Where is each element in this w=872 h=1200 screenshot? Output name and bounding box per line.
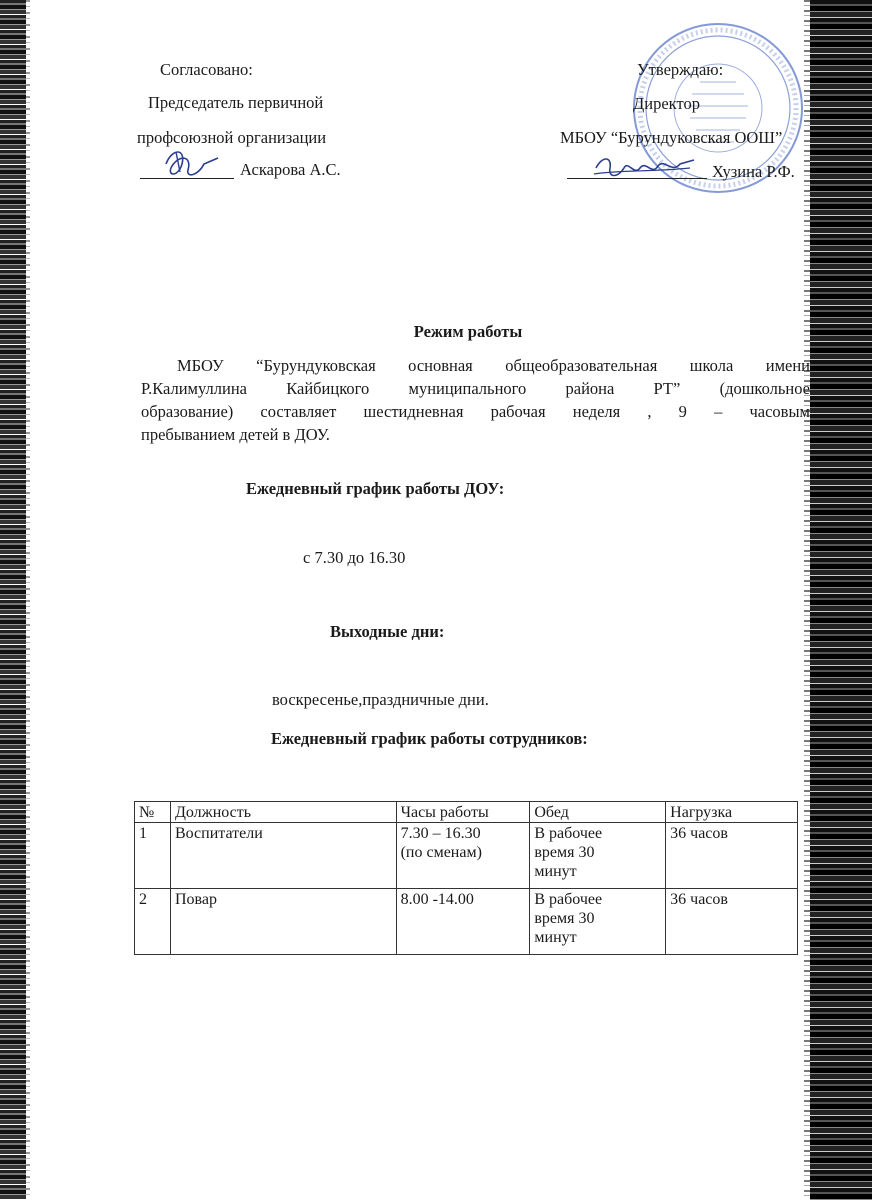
row-number: 2 (135, 889, 171, 955)
scan-edge-right (810, 0, 872, 1200)
left-signer-name: Аскарова А.С. (240, 160, 341, 179)
table-header-row (135, 802, 798, 823)
header-number: № (135, 802, 171, 823)
left-role-line1: Председатель первичной (148, 93, 324, 112)
days-off-list: воскресенье,праздничные дни. (272, 690, 489, 709)
row-position: Воспитатели (170, 823, 396, 889)
row-hours-line1: 8.00 -14.00 (400, 891, 474, 908)
scan-edge-left-fringe (26, 0, 30, 1200)
row-position: Повар (170, 889, 396, 955)
row-load: 36 часов (666, 889, 798, 955)
left-role-line2: профсоюзной организации (137, 128, 327, 147)
table-row (135, 889, 798, 955)
row-lunch-line2: время 30 (534, 844, 595, 861)
scan-edge-left (0, 0, 26, 1200)
right-organization: МБОУ “Бурундуковская ООШ” (560, 128, 783, 147)
row-number: 1 (135, 823, 171, 889)
right-role: Директор (633, 94, 700, 113)
table-row (135, 823, 798, 889)
working-hours: с 7.30 до 16.30 (303, 548, 406, 567)
row-hours (396, 889, 530, 955)
header-position: Должность (170, 802, 396, 823)
work-mode-paragraph (141, 354, 810, 446)
right-signature-mark (590, 148, 700, 188)
row-lunch-line2: время 30 (534, 910, 595, 927)
row-lunch-line3: минут (534, 929, 577, 946)
row-load: 36 часов (666, 823, 798, 889)
paragraph-line-2: Р.Калимуллина Кайбицкого муниципального района РТ” (дошкольное (141, 379, 810, 398)
row-hours (396, 823, 530, 889)
row-lunch-line1: В рабочее (534, 825, 603, 842)
header-load: Нагрузка (666, 802, 798, 823)
left-signature-mark (158, 142, 228, 186)
agreed-label: Согласовано: (160, 60, 253, 79)
header-hours: Часы работы (396, 802, 530, 823)
paragraph-line-3: образование) составляет шестидневная рабочая неделя , 9 – часовым (141, 402, 810, 421)
row-lunch (530, 823, 666, 889)
daily-schedule-title: Ежедневный график работы ДОУ: (246, 479, 505, 498)
row-hours-line2: (по сменам) (400, 844, 482, 861)
right-signer-name: Хузина Р.Ф. (712, 162, 795, 181)
document-title: Режим работы (413, 322, 523, 341)
row-hours-line1: 7.30 – 16.30 (400, 825, 481, 842)
approved-label: Утверждаю: (637, 60, 724, 79)
staff-schedule-title: Ежедневный график работы сотрудников: (271, 729, 588, 748)
row-lunch-line3: минут (534, 863, 577, 880)
paragraph-line-1: МБОУ “Бурундуковская основная общеобразовательная школа имени (177, 356, 810, 375)
paragraph-line-4: пребыванием детей в ДОУ. (141, 425, 330, 444)
header-lunch: Обед (530, 802, 666, 823)
row-lunch-line1: В рабочее (534, 891, 603, 908)
days-off-title: Выходные дни: (330, 622, 445, 641)
staff-schedule-table (134, 801, 798, 955)
row-lunch (530, 889, 666, 955)
